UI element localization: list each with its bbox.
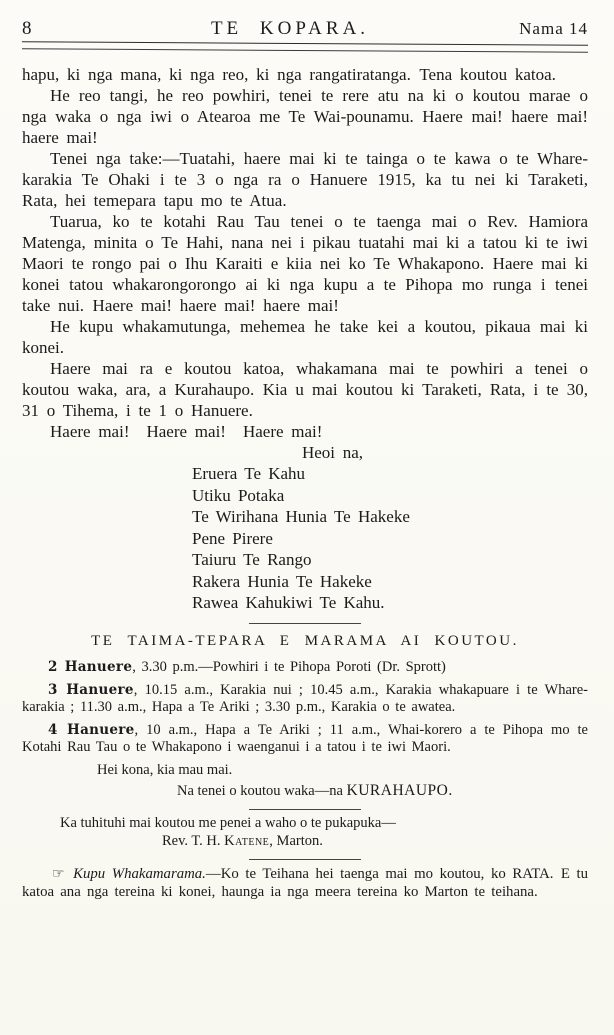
letter-body bbox=[22, 64, 588, 614]
page-number: 8 bbox=[22, 18, 32, 39]
publication-title: TE KOPARA. bbox=[210, 18, 370, 39]
signatory: Te Wirihana Hunia Te Hakeke bbox=[192, 507, 410, 526]
correspondence-footer bbox=[22, 815, 588, 901]
timetable-entry-date: 3 Hanuere bbox=[48, 681, 134, 698]
signatory: Eruera Te Kahu bbox=[192, 464, 306, 483]
manicule-icon: ☞ bbox=[52, 865, 67, 882]
timetable-entry bbox=[22, 659, 588, 676]
paragraph: Tuarua, ko te kotahi Rau Tau tenei o te taenga mai o Rev. Hamiora Matenga, minita o Te Hahi, nana nei i pikau tuatahi mai ki a tatou ki te iwi Maori te rongo pai o Ihu Karaiti e kiia nei ko Te Whakapono. Haere mai ki konei tatou whakarongorongo ai ki nga kupu a te Pihopa mo runga i tenei take nui. Haere mai! haere mai! haere mai! bbox=[22, 212, 588, 315]
signatory: Rawea Kahukiwi Te Kahu. bbox=[192, 593, 385, 612]
header-rule-top bbox=[22, 41, 588, 45]
timetable-heading: TE TAIMA-TEPARA E MARAMA AI KOUTOU. bbox=[91, 632, 519, 649]
timetable-entry-details: , 10 a.m., Hapa a Te Ariki ; 11 a.m., Whai-korero a te Pihopa mo te Kotahi Rau Tau o te Whakapono i waenganui i a tatou i te iwi Maori. bbox=[22, 721, 588, 755]
waka-signature-line bbox=[177, 782, 588, 800]
paragraph: Haere mai ra e koutou katoa, whakamana mai te powhiri a tenei o koutou waka, ara, a Kurahaupo. Kia u mai koutou ki Taraketi, Rata, i te 30, 31 o Tihema, i te 1 o Hanuere. bbox=[22, 359, 588, 420]
waka-name: KURAHAUPO. bbox=[346, 781, 453, 799]
paragraph: He reo tangi, he reo powhiri, tenei te rere atu na ki o koutou marae o nga waka o nga iwi o Atearoa me Te Wai-pounamu. Haere mai! haere mai! haere mai! bbox=[22, 86, 588, 147]
note-text: —Ko te Teihana hei taenga mai mo koutou, ko RATA. E tu katoa ana nga tereina ki konei, haunga ia nga meera tereina ko Marton te teihana. bbox=[22, 865, 588, 900]
paragraph-continuation: hapu, ki nga mana, ki nga reo, ki nga rangatiratanga. Tena koutou katoa. bbox=[22, 65, 556, 84]
section-divider bbox=[249, 623, 361, 624]
address-prefix: Rev. T. H. bbox=[162, 832, 225, 849]
timetable-entry-date: 4 Hanuere bbox=[48, 721, 135, 738]
timetable-entry-details: , 10.15 a.m., Karakia nui ; 10.45 a.m., Karakia whakapuare i te Whare-karakia ; 11.30 a.m., Hapa a Te Ariki ; 3.30 p.m., Karakia o te awatea. bbox=[22, 681, 589, 715]
issue-number: Nama 14 bbox=[519, 19, 588, 38]
section-divider bbox=[249, 859, 361, 860]
address-name: Katene bbox=[224, 832, 270, 849]
paragraph: Tenei nga take:—Tuatahi, haere mai ki te tainga o te kawa o te Whare-karakia Te Ohaki i te 3 o nga ra o Hanuere 1915, ka tu nei ki Taraketi, Rata, hei temepara tapu mo te Atua. bbox=[22, 149, 588, 210]
paragraph-haere-mai: Haere mai! Haere mai! Haere mai! bbox=[50, 422, 323, 441]
address-suffix: , Marton. bbox=[269, 832, 323, 849]
paragraph: He kupu whakamutunga, mehemea he take kei a koutou, pikaua mai ki konei. bbox=[22, 317, 588, 357]
timetable-entry-date: 2 Hanuere bbox=[48, 658, 133, 675]
timetable-entry-details: , 3.30 p.m.—Powhiri i te Pihopa Poroti (Dr. Sprott) bbox=[132, 658, 446, 675]
timetable-section bbox=[22, 633, 588, 800]
postal-address bbox=[162, 833, 588, 850]
signatory: Taiuru Te Rango bbox=[192, 550, 312, 569]
timetable-entry bbox=[22, 682, 588, 716]
waka-line-text: Na tenei o koutou waka—na bbox=[177, 782, 347, 799]
write-instruction: Ka tuhituhi mai koutou me penei a waho o te pukapuka— bbox=[60, 814, 396, 831]
signatory: Utiku Potaka bbox=[192, 485, 285, 505]
note-lead: Kupu Whakamarama. bbox=[66, 865, 206, 882]
signatory-list bbox=[192, 463, 588, 614]
timetable-entry bbox=[22, 722, 588, 756]
signatory: Pene Pirere bbox=[192, 528, 273, 548]
explanatory-note bbox=[22, 865, 588, 901]
section-divider bbox=[249, 809, 361, 810]
farewell-line: Hei kona, kia mau mai. bbox=[97, 761, 233, 778]
signatory: Rakera Hunia Te Hakeke bbox=[192, 571, 372, 591]
running-head bbox=[22, 18, 588, 40]
header-rule-bottom bbox=[22, 48, 588, 52]
closing-salutation: Heoi na, bbox=[301, 443, 364, 462]
